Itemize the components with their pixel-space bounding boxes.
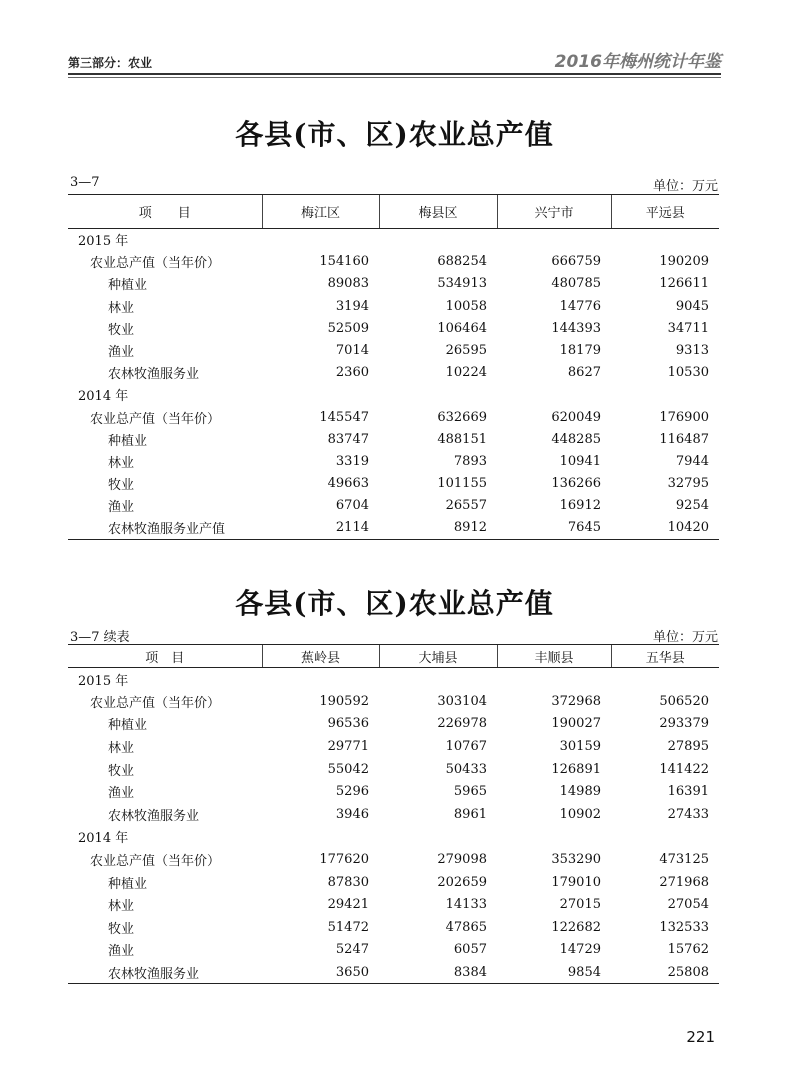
table2-row [68,916,719,939]
value-cell: 9254 [675,498,709,514]
value-cell: 3319 [335,453,369,469]
value-cell [379,384,497,406]
value-cell: 9313 [675,343,709,359]
value-cell: 190027 [551,716,601,732]
row-label: 农业总产值（当年价） [90,695,221,711]
value-cell: 5296 [335,784,369,800]
row-label: 种植业 [108,278,148,294]
table1-row [68,384,719,406]
value-cell: 179010 [551,874,601,890]
table2-code: 3—7 续表 [70,630,130,645]
value-cell [497,384,611,406]
value-cell: 18179 [559,343,601,359]
row-label: 牧业 [108,763,135,779]
table1-row [68,406,719,428]
value-cell: 7893 [453,453,487,469]
value-cell: 126891 [551,761,601,777]
table2-row [68,803,719,826]
value-cell [611,229,719,251]
row-label: 2015 年 [78,673,129,689]
row-label: 农业总产值（当年价） [90,256,221,272]
table2-row [68,939,719,962]
value-cell: 55042 [327,761,369,777]
value-cell: 10058 [445,298,487,314]
value-cell: 14133 [445,897,487,913]
row-label: 林业 [108,899,135,915]
header-rule [68,73,721,75]
value-cell: 32795 [667,476,709,492]
value-cell: 145547 [319,409,369,425]
table1-row [68,450,719,472]
value-cell: 126611 [659,276,709,292]
value-cell: 6704 [335,498,369,514]
value-cell: 10530 [667,365,709,381]
table1-row [68,428,719,450]
value-cell: 14776 [559,298,601,314]
table2-title: 各县(市、区)农业总产值 [235,587,554,620]
table1-row [68,295,719,317]
value-cell: 30159 [559,739,601,755]
row-label: 2014 年 [78,831,129,847]
value-cell: 27895 [667,739,709,755]
table1-row [68,495,719,517]
value-cell: 27015 [559,897,601,913]
value-cell: 10420 [667,520,709,536]
row-label: 种植业 [108,433,148,449]
value-cell: 89083 [327,276,369,292]
table1-unit: 单位：万元 [652,179,718,194]
value-cell: 3650 [335,964,369,980]
value-cell: 87830 [327,874,369,890]
value-cell: 14729 [559,942,601,958]
value-cell: 29771 [327,739,369,755]
value-cell: 27433 [667,806,709,822]
table2-row [68,668,719,691]
value-cell: 190592 [319,693,369,709]
value-cell: 10224 [445,365,487,381]
table2-row [68,893,719,916]
value-cell: 96536 [327,716,369,732]
page-number: 221 [686,1028,715,1046]
value-cell: 83747 [327,431,369,447]
table1-row [68,251,719,273]
value-cell: 154160 [319,254,369,270]
table2-col-jiaoling: 蕉岭县 [262,645,379,668]
value-cell: 8627 [567,365,601,381]
row-label: 种植业 [108,718,148,734]
table2-row [68,871,719,894]
table2-row [68,961,719,984]
value-cell: 2114 [335,520,369,536]
value-cell: 52509 [327,320,369,336]
table2 [68,644,719,984]
table1-row [68,339,719,361]
value-cell: 10767 [445,739,487,755]
row-label: 2014 年 [78,389,129,405]
value-cell: 6057 [453,942,487,958]
value-cell: 176900 [659,409,709,425]
value-cell: 16912 [559,498,601,514]
value-cell: 132533 [659,919,709,935]
row-label: 种植业 [108,876,148,892]
row-label: 牧业 [108,921,135,937]
value-cell: 190209 [659,254,709,270]
section-label: 第三部分：农业 [68,56,153,70]
row-label: 渔业 [108,786,135,802]
row-label: 牧业 [108,478,135,494]
table2-header-row [68,645,719,668]
value-cell: 136266 [551,476,601,492]
value-cell: 25808 [667,964,709,980]
row-label: 林业 [108,455,135,471]
table2-row [68,713,719,736]
value-cell: 488151 [437,431,487,447]
value-cell: 14989 [559,784,601,800]
value-cell [611,826,719,849]
value-cell: 144393 [551,320,601,336]
value-cell: 2360 [335,365,369,381]
table2-row [68,690,719,713]
value-cell [379,668,497,691]
value-cell [611,384,719,406]
row-label: 农林牧渔服务业产值 [108,522,226,538]
value-cell [262,384,379,406]
row-label: 牧业 [108,322,135,338]
row-label: 农林牧渔服务业 [108,966,200,982]
table1 [68,194,719,540]
table2-col-dabu: 大埔县 [379,645,497,668]
value-cell: 3946 [335,806,369,822]
value-cell: 353290 [551,852,601,868]
value-cell: 15762 [667,942,709,958]
value-cell [497,668,611,691]
table2-row [68,780,719,803]
table2-row [68,826,719,849]
value-cell: 51472 [327,919,369,935]
row-label: 农业总产值（当年价） [90,411,221,427]
yearbook-title: 2016年梅州统计年鉴 [554,52,721,72]
table1-col-meixian: 梅县区 [379,195,497,229]
value-cell: 122682 [551,919,601,935]
value-cell [497,826,611,849]
value-cell: 5965 [453,784,487,800]
value-cell: 293379 [659,716,709,732]
value-cell: 141422 [659,761,709,777]
table2-col-fengshun: 丰顺县 [497,645,611,668]
row-label: 农业总产值（当年价） [90,854,221,870]
table1-row [68,317,719,339]
table2-row [68,735,719,758]
value-cell: 202659 [437,874,487,890]
value-cell: 106464 [437,320,487,336]
value-cell: 16391 [667,784,709,800]
value-cell: 26595 [445,343,487,359]
table1-title: 各县(市、区)农业总产值 [235,118,554,151]
value-cell: 8961 [453,806,487,822]
value-cell: 480785 [551,276,601,292]
table1-col-pingyuan: 平远县 [611,195,719,229]
row-label: 农林牧渔服务业 [108,808,200,824]
row-label: 林业 [108,300,135,316]
value-cell: 177620 [319,852,369,868]
value-cell [611,668,719,691]
table1-row [68,473,719,495]
value-cell: 271968 [659,874,709,890]
value-cell: 26557 [445,498,487,514]
value-cell: 448285 [551,431,601,447]
value-cell: 34711 [667,320,709,336]
row-label: 林业 [108,741,135,757]
value-cell [497,229,611,251]
value-cell: 29421 [327,897,369,913]
value-cell [379,826,497,849]
value-cell: 372968 [551,693,601,709]
value-cell: 50433 [445,761,487,777]
table1-header-row [68,195,719,229]
table1-col-xingning: 兴宁市 [497,195,611,229]
table1-row [68,517,719,539]
table1-code: 3—7 [70,175,100,190]
value-cell: 620049 [551,409,601,425]
value-cell: 7014 [335,343,369,359]
value-cell: 666759 [551,254,601,270]
row-label: 渔业 [108,500,135,516]
value-cell: 8912 [453,520,487,536]
value-cell: 116487 [659,431,709,447]
value-cell: 9854 [567,964,601,980]
value-cell: 279098 [437,852,487,868]
value-cell: 49663 [327,476,369,492]
header-rule-thin [68,77,721,78]
value-cell: 7645 [567,520,601,536]
value-cell: 27054 [667,897,709,913]
value-cell [262,826,379,849]
value-cell: 101155 [437,476,487,492]
table2-col-wuhua: 五华县 [611,645,719,668]
value-cell: 10902 [559,806,601,822]
table1-col-item: 项 目 [68,195,262,229]
value-cell [262,229,379,251]
value-cell: 632669 [437,409,487,425]
table1-row [68,229,719,251]
table2-col-item: 项 目 [68,645,262,668]
row-label: 农林牧渔服务业 [108,367,200,383]
value-cell [379,229,497,251]
table1-row [68,362,719,384]
value-cell: 47865 [445,919,487,935]
row-label: 渔业 [108,345,135,361]
table1-row [68,273,719,295]
value-cell: 9045 [675,298,709,314]
table2-unit: 单位：万元 [652,630,718,645]
value-cell [262,668,379,691]
value-cell: 3194 [335,298,369,314]
value-cell: 534913 [437,276,487,292]
value-cell: 5247 [335,942,369,958]
value-cell: 506520 [659,693,709,709]
value-cell: 688254 [437,254,487,270]
value-cell: 226978 [437,716,487,732]
value-cell: 473125 [659,852,709,868]
table2-row [68,758,719,781]
value-cell: 7944 [675,453,709,469]
value-cell: 8384 [453,964,487,980]
table1-col-meijiang: 梅江区 [262,195,379,229]
table2-row [68,848,719,871]
value-cell: 303104 [437,693,487,709]
value-cell: 10941 [559,453,601,469]
row-label: 2015 年 [78,234,129,250]
row-label: 渔业 [108,944,135,960]
